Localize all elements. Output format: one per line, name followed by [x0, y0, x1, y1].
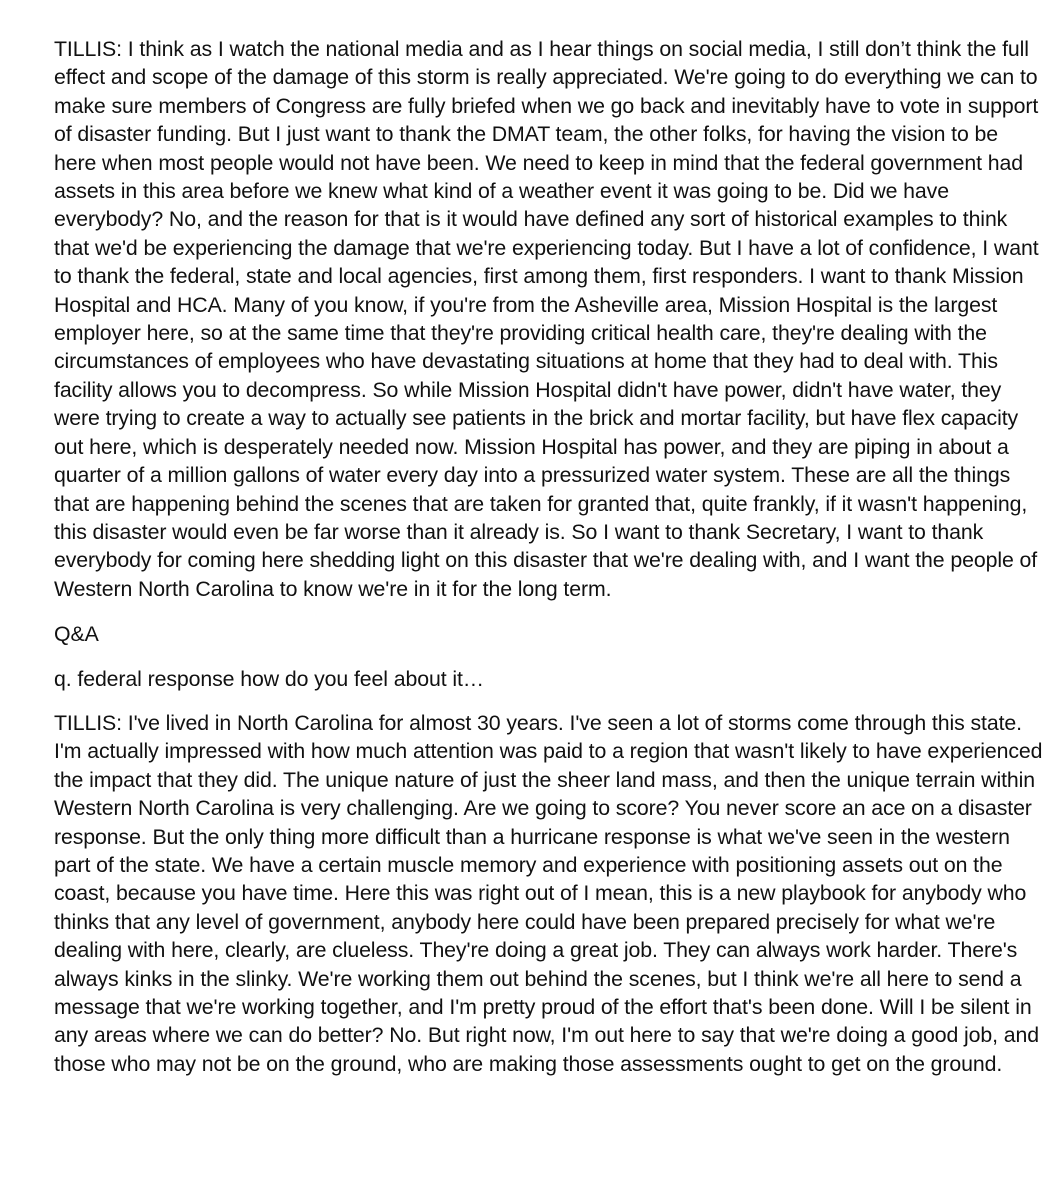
qa-heading: Q&A	[54, 622, 99, 647]
tillis-statement-paragraph: TILLIS: I think as I watch the national media and as I hear things on social media, I still don’t think the full effect and scope of the damage of this storm is really appreciated. We're going to do everything we can to make sure members of Congress are fully briefed when we go back and inevitably have to vote in support of disaster funding. But I just want to thank the DMAT team, the other folks, for having the vision to be here when most people would not have been. We need to keep in mind that the federal government had assets in this area before we knew what kind of a weather event it was going to be. Did we have everybody? No, and the reason for that is it would have defined any sort of historical examples to think that we'd be experiencing the damage that we're experiencing today. But I have a lot of confidence, I want to thank the federal, state and local agencies, first among them, first responders. I want to thank Mission Hospital and HCA. Many of you know, if you're from the Asheville area, Mission Hospital is the largest employer here, so at the same time that they're providing critical health care, they're dealing with the circumstances of employees who have devastating situations at home that they had to deal with. This facility allows you to decompress. So while Mission Hospital didn't have power, didn't have water, they were trying to create a way to actually see patients in the brick and mortar facility, but have flex capacity out here, which is desperately needed now. Mission Hospital has power, and they are piping in about a quarter of a million gallons of water every day into a pressurized water system. These are all the things that are happening behind the scenes that are taken for granted that, quite frankly, if it wasn't happening, this disaster would even be far worse than it already is. So I want to thank Secretary, I want to thank everybody for coming here shedding light on this disaster that we're dealing with, and I want the people of Western North Carolina to know we're in it for the long term.	[54, 37, 1039, 601]
transcript-document	[54, 35, 1044, 1095]
question-paragraph: q. federal response how do you feel about it…	[54, 666, 484, 691]
tillis-answer-paragraph: TILLIS: I've lived in North Carolina for almost 30 years. I've seen a lot of storms come through this state. I'm actually impressed with how much attention was paid to a region that wasn't likely to have experienced the impact that they did. The unique nature of just the sheer land mass, and then the unique terrain within Western North Carolina is very challenging. Are we going to score? You never score an ace on a disaster response. But the only thing more difficult than a hurricane response is what we've seen in the western part of the state. We have a certain muscle memory and experience with positioning assets out on the coast, because you have time. Here this was right out of I mean, this is a new playbook for anybody who thinks that any level of government, anybody here could have been prepared precisely for what we're dealing with here, clearly, are clueless. They're doing a great job. They can always work harder. There's always kinks in the slinky. We're working them out behind the scenes, but I think we're all here to send a message that we're working together, and I'm pretty proud of the effort that's been done. Will I be silent in any areas where we can do better? No. But right now, I'm out here to say that we're doing a good job, and those who may not be on the ground, who are making those assessments ought to get on the ground.	[54, 710, 1043, 1076]
